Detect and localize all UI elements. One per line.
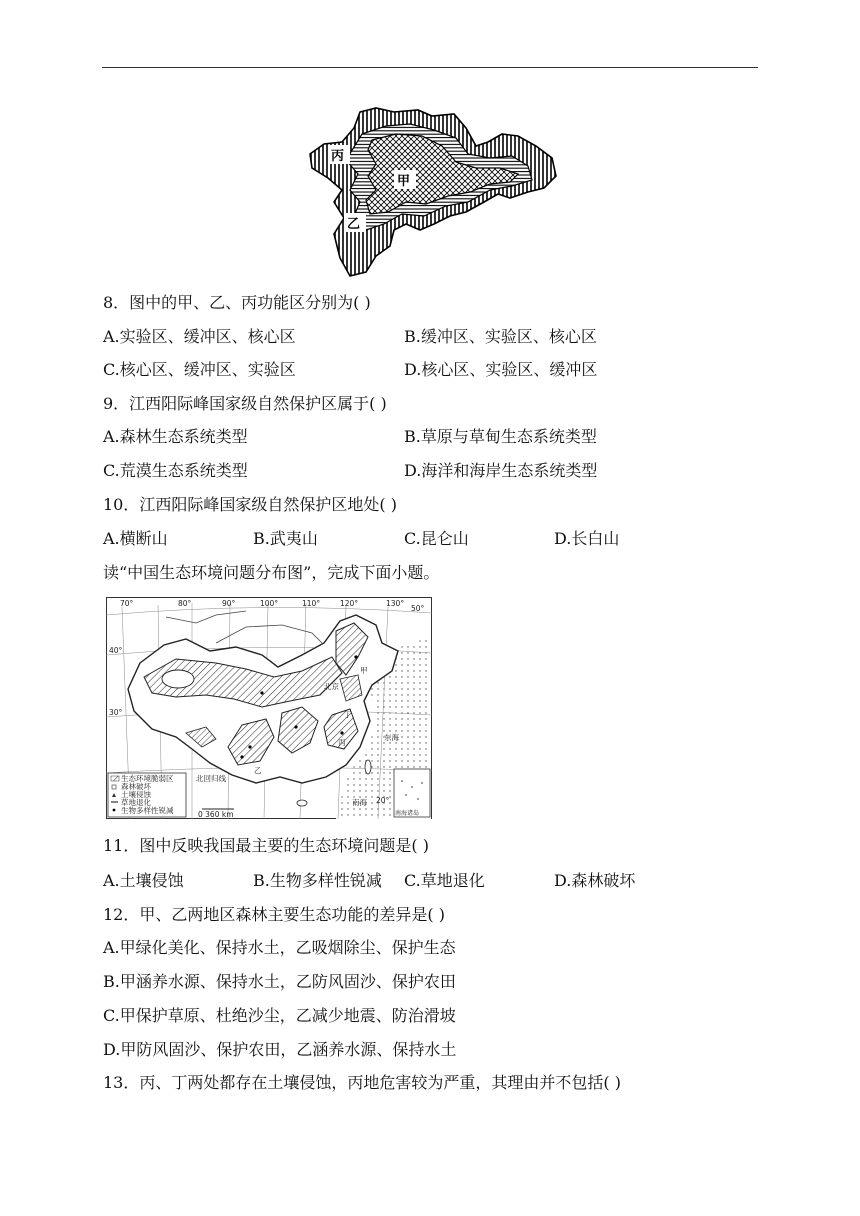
q11-option-c: C.草地退化 <box>404 871 485 890</box>
q9-option-d: D.海洋和海岸生态系统类型 <box>404 461 598 480</box>
lat-40: 40° <box>109 646 123 655</box>
legend-grass: 草地退化 <box>121 798 151 807</box>
label-donghai: 东海 <box>384 733 399 742</box>
q11-option-d: D.森林破坏 <box>554 871 636 890</box>
map-intro: 读“中国生态环境问题分布图”，完成下面小题。 <box>103 563 440 582</box>
lon-100: 100° <box>260 599 279 608</box>
label-jia: 甲 <box>397 174 411 189</box>
lon-70: 70° <box>120 599 134 608</box>
legend-soil: 土壤侵蚀 <box>121 790 151 799</box>
label-bing: 丙 <box>338 738 346 747</box>
q10-option-d: D.长白山 <box>554 529 620 548</box>
q11-option-a: A.土壤侵蚀 <box>103 871 184 890</box>
scale-bar: 0 360 km <box>198 810 234 819</box>
label-tropic: 北回归线 <box>196 774 226 783</box>
lat-30: 30° <box>109 708 123 717</box>
label-beijing: 北京 <box>324 682 339 691</box>
lon-110: 110° <box>302 599 321 608</box>
q11-stem: 11．图中反映我国最主要的生态环境问题是( ) <box>103 836 429 855</box>
q12-stem: 12．甲、乙两地区森林主要生态功能的差异是( ) <box>103 905 445 924</box>
q8-option-b: B.缓冲区、实验区、核心区 <box>404 327 597 346</box>
q11-option-b: B.生物多样性锐减 <box>253 871 382 890</box>
label-ding: 丁 <box>344 710 352 719</box>
lon-130: 130° <box>386 599 405 608</box>
china-eco-map <box>106 597 432 819</box>
q9-option-b: B.草原与草甸生态系统类型 <box>404 427 597 446</box>
q12-option-b: B.甲涵养水源、保持水土，乙防风固沙、保护农田 <box>103 972 456 991</box>
q12-option-a: A.甲绿化美化、保持水土，乙吸烟除尘、保护生态 <box>103 938 456 957</box>
legend-forest: 森林破坏 <box>121 782 151 791</box>
label-jia: 甲 <box>360 666 368 675</box>
header-rule <box>102 67 758 68</box>
lon-120: 120° <box>340 599 359 608</box>
q8-option-c: C.核心区、缓冲区、实验区 <box>103 360 296 379</box>
q13-stem: 13．丙、丁两处都存在土壤侵蚀，丙地危害较为严重，其理由并不包括( ) <box>103 1073 621 1092</box>
lat-20: 20° <box>376 796 390 805</box>
lon-80: 80° <box>178 599 192 608</box>
q10-option-c: C.昆仑山 <box>404 529 469 548</box>
q8-option-a: A.实验区、缓冲区、核心区 <box>103 327 296 346</box>
q10-stem: 10．江西阳际峰国家级自然保护区地处( ) <box>103 495 397 514</box>
q8-option-d: D.核心区、实验区、缓冲区 <box>404 360 598 379</box>
q9-stem: 9．江西阳际峰国家级自然保护区属于( ) <box>103 394 387 413</box>
label-yi: 乙 <box>347 217 361 232</box>
q12-option-d: D.甲防风固沙、保护农田，乙涵养水源、保持水土 <box>103 1040 457 1059</box>
label-yi: 乙 <box>254 766 262 775</box>
legend-fragile: 生态环境脆弱区 <box>121 774 174 783</box>
q9-option-c: C.荒漠生态系统类型 <box>103 461 248 480</box>
reserve-zone-map <box>306 106 558 280</box>
q12-option-c: C.甲保护草原、杜绝沙尘，乙减少地震、防治滑坡 <box>103 1006 456 1025</box>
q10-option-b: B.武夷山 <box>253 529 318 548</box>
lon-90: 90° <box>222 599 236 608</box>
legend-biodiversity: 生物多样性锐减 <box>121 806 174 815</box>
q8-stem: 8．图中的甲、乙、丙功能区分别为( ) <box>103 293 371 312</box>
label-nanhai: 南海 <box>352 798 367 807</box>
label-bing: 丙 <box>331 149 345 164</box>
lat-50: 50° <box>411 604 425 613</box>
q9-option-a: A.森林生态系统类型 <box>103 427 248 446</box>
label-inset: 南海诸岛 <box>395 810 420 817</box>
q10-option-a: A.横断山 <box>103 529 168 548</box>
